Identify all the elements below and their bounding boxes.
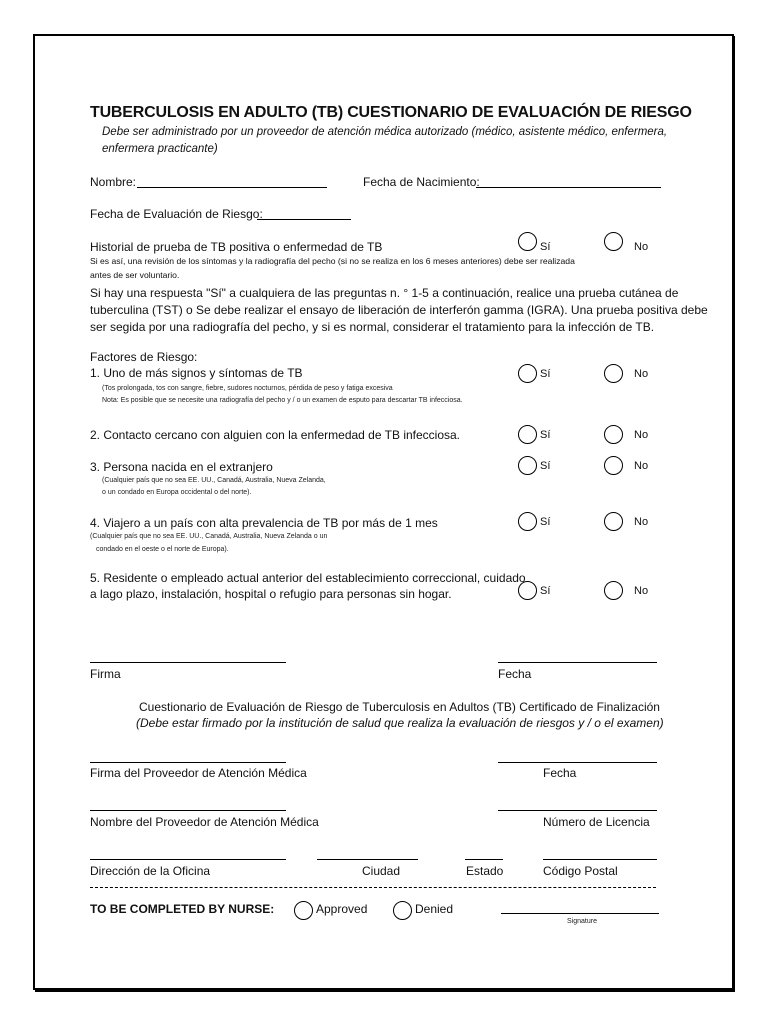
- q5-yes-label: Sí: [540, 585, 551, 597]
- provider-signature-label: Firma del Proveedor de Atención Médica: [90, 766, 307, 780]
- q3-note2: o un condado en Europa occidental o del norte).: [102, 489, 252, 496]
- certificate-title: Cuestionario de Evaluación de Riesgo de Tuberculosis en Adultos (TB) Certificado de Finalización: [139, 700, 660, 714]
- provider-signature-line[interactable]: [90, 762, 286, 763]
- q4-no-label: No: [634, 516, 649, 528]
- history-instruction-line3: ser segida por una radiografía del pecho, y si es normal, considerar el tratamiento para la infección de TB.: [90, 320, 655, 334]
- zip-line[interactable]: [543, 859, 657, 860]
- address-label: Dirección de la Oficina: [90, 864, 211, 878]
- history-note-line2: antes de ser voluntario.: [90, 270, 180, 280]
- q4-yes-radio[interactable]: [518, 512, 537, 531]
- approved-radio[interactable]: [294, 901, 313, 920]
- q1-no-label: No: [634, 368, 649, 380]
- signature-date-line[interactable]: [498, 662, 657, 663]
- name-label: Nombre:: [90, 175, 137, 189]
- q3-no-label: No: [634, 460, 649, 472]
- q3-no-radio[interactable]: [604, 456, 623, 475]
- q3-yes-radio[interactable]: [518, 456, 537, 475]
- history-no-label: No: [634, 241, 649, 253]
- history-instruction-line1: Si hay una respuesta "Sí" a cualquiera de las preguntas n. ° 1-5 a continuación, realice una prueba cutánea de: [90, 286, 679, 300]
- risk-factors-header: Factores de Riesgo:: [90, 350, 198, 364]
- q4-note1: (Cualquier país que no sea EE. UU., Canadá, Australia, Nueva Zelanda o un: [90, 533, 328, 540]
- state-line[interactable]: [465, 859, 503, 860]
- q1-yes-label: Sí: [540, 368, 551, 380]
- page-border-shadow-right: [732, 36, 735, 992]
- q2-yes-radio[interactable]: [518, 425, 537, 444]
- nurse-signature-line[interactable]: [501, 913, 659, 914]
- history-yes-radio[interactable]: [518, 232, 537, 251]
- denied-radio[interactable]: [393, 901, 412, 920]
- history-yes-label: Sí: [540, 241, 551, 253]
- eval-date-field[interactable]: [257, 219, 351, 220]
- license-label: Número de Licencia: [543, 815, 650, 829]
- form-subtitle-line1: Debe ser administrado por un proveedor de atención médica autorizado (médico, asistente médico, enfermera,: [102, 126, 668, 138]
- city-line[interactable]: [317, 859, 418, 860]
- history-instruction-line2: tuberculina (TST) o Se debe realizar el ensayo de liberación de interferón gamma (IGRA). Una prueba positiva debe: [90, 303, 708, 317]
- provider-date-label: Fecha: [543, 766, 577, 780]
- form-subtitle-line2: enfermera practicante): [102, 143, 218, 155]
- dob-field[interactable]: [476, 187, 661, 188]
- history-note-line1: Si es así, una revisión de los síntomas y la radiografía del pecho (si no se realiza en los 6 meses anteriores) debe ser realizada: [90, 256, 575, 266]
- address-line[interactable]: [90, 859, 286, 860]
- nurse-label: TO BE COMPLETED BY NURSE:: [90, 902, 275, 916]
- q1-note2: Nota: Es posible que se necesite una radiografía del pecho y / o un examen de esputo para descartar TB infecciosa.: [102, 397, 463, 404]
- q2-text: 2. Contacto cercano con alguien con la enfermedad de TB infecciosa.: [90, 428, 461, 442]
- provider-name-line[interactable]: [90, 810, 286, 811]
- q2-yes-label: Sí: [540, 429, 551, 441]
- q2-no-label: No: [634, 429, 649, 441]
- form-title: TUBERCULOSIS EN ADULTO (TB) CUESTIONARIO DE EVALUACIÓN DE RIESGO: [90, 104, 692, 121]
- history-no-radio[interactable]: [604, 232, 623, 251]
- q2-no-radio[interactable]: [604, 425, 623, 444]
- city-label: Ciudad: [362, 864, 401, 878]
- provider-name-label: Nombre del Proveedor de Atención Médica: [90, 815, 319, 829]
- q1-no-radio[interactable]: [604, 364, 623, 383]
- q5-text-line1: 5. Residente o empleado actual anterior del establecimiento correccional, cuidado: [90, 571, 526, 585]
- q3-note1: (Cualquier país que no sea EE. UU., Canadá, Australia, Nueva Zelanda,: [102, 477, 326, 484]
- name-field[interactable]: [137, 187, 327, 188]
- eval-date-label: Fecha de Evaluación de Riesgo:: [90, 207, 263, 221]
- q5-text-line2: a lago plazo, instalación, hospital o refugio para personas sin hogar.: [90, 587, 452, 601]
- signature-line[interactable]: [90, 662, 286, 663]
- q4-text: 4. Viajero a un país con alta prevalencia de TB por más de 1 mes: [90, 516, 438, 530]
- history-question: Historial de prueba de TB positiva o enfermedad de TB: [90, 240, 383, 254]
- q4-note2: condado en el oeste o el norte de Europa).: [96, 546, 229, 553]
- q1-text: 1. Uno de más signos y síntomas de TB: [90, 366, 303, 380]
- signature-label: Firma: [90, 667, 121, 681]
- q1-note1: (Tos prolongada, tos con sangre, fiebre, sudores nocturnos, pérdida de peso y fatiga excesiva: [102, 385, 393, 392]
- certificate-subtitle: (Debe estar firmado por la institución de salud que realiza la evaluación de riesgos y / o el examen): [136, 716, 664, 730]
- q5-no-label: No: [634, 585, 649, 597]
- state-label: Estado: [466, 864, 504, 878]
- zip-label: Código Postal: [543, 864, 618, 878]
- page-border-shadow-bottom: [35, 989, 735, 992]
- q4-yes-label: Sí: [540, 516, 551, 528]
- q5-yes-radio[interactable]: [518, 581, 537, 600]
- q3-yes-label: Sí: [540, 460, 551, 472]
- approved-label: Approved: [316, 902, 368, 916]
- signature-date-label: Fecha: [498, 667, 532, 681]
- denied-label: Denied: [415, 902, 454, 916]
- q4-no-radio[interactable]: [604, 512, 623, 531]
- q5-no-radio[interactable]: [604, 581, 623, 600]
- nurse-signature-label: Signature: [567, 918, 597, 925]
- q1-yes-radio[interactable]: [518, 364, 537, 383]
- provider-date-line[interactable]: [498, 762, 657, 763]
- q3-text: 3. Persona nacida en el extranjero: [90, 460, 273, 474]
- dob-label: Fecha de Nacimiento:: [363, 175, 480, 189]
- license-line[interactable]: [498, 810, 657, 811]
- dashed-separator: [90, 887, 656, 888]
